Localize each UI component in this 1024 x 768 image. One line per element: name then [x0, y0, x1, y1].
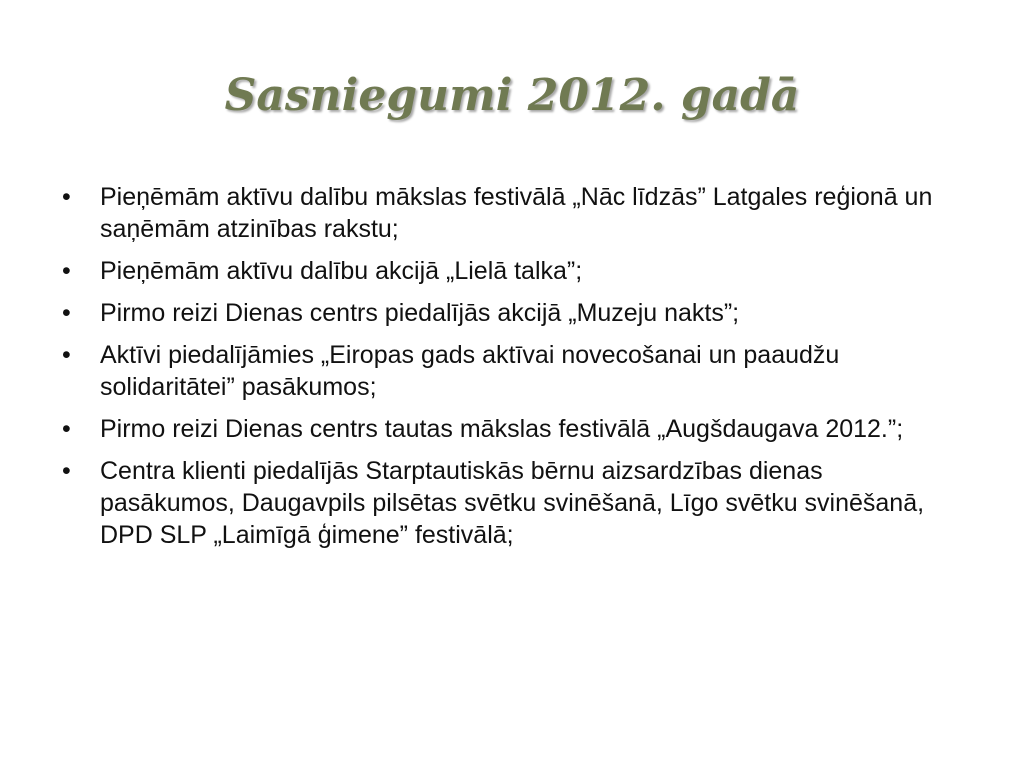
list-item [60, 455, 960, 551]
list-item-text: Pirmo reizi Dienas centrs piedalījās akcijā „Muzeju nakts”; [100, 299, 740, 327]
bullet-icon: • [62, 299, 71, 327]
list-item [60, 297, 960, 329]
bullet-list [60, 181, 960, 561]
bullet-icon: • [62, 457, 71, 485]
list-item-text: Pieņēmām aktīvu dalību mākslas festivālā „Nāc līdzās” Latgales reģionā un saņēmām atzinības rakstu; [100, 183, 933, 243]
list-item [60, 255, 960, 287]
list-item [60, 339, 960, 403]
list-item [60, 181, 960, 245]
bullet-icon: • [62, 257, 71, 285]
list-item-text: Pirmo reizi Dienas centrs tautas mākslas festivālā „Augšdaugava 2012.”; [100, 415, 904, 443]
slide-title: Sasniegumi 2012. gadā [224, 70, 800, 121]
bullet-icon: • [62, 183, 71, 211]
list-item-text: Pieņēmām aktīvu dalību akcijā „Lielā talka”; [100, 257, 583, 285]
bullet-icon: • [62, 415, 71, 443]
list-item [60, 413, 960, 445]
list-item-text: Centra klienti piedalījās Starptautiskās bērnu aizsardzības dienas pasākumos, Daugavpils pilsētas svētku svinēšanā, Līgo svētku svinēšanā, DPD SLP „Laimīgā ģimene” festivālā; [100, 457, 925, 549]
bullet-icon: • [62, 341, 71, 369]
list-item-text: Aktīvi piedalījāmies „Eiropas gads aktīvai novecošanai un paaudžu solidaritātei” pasākumos; [100, 341, 840, 401]
